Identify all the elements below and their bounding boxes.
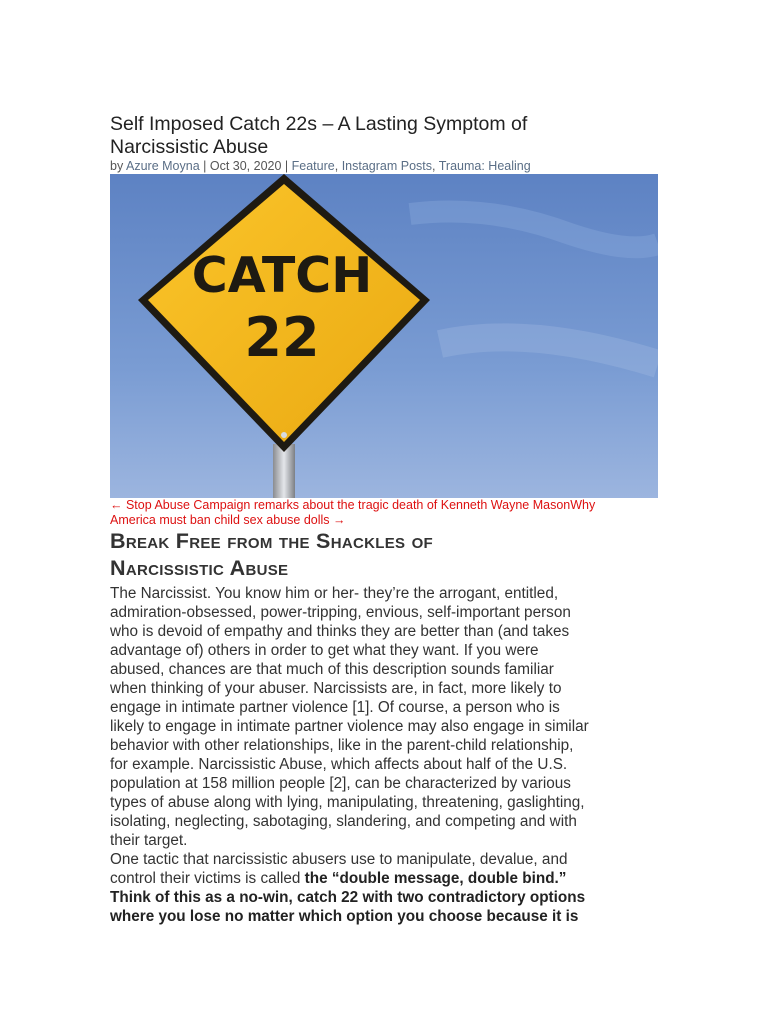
paragraph-line: One tactic that narcissistic abusers use to manipulate, devalue, and — [110, 851, 568, 868]
post-navigation — [110, 498, 658, 528]
meta-separator: | — [199, 159, 210, 173]
next-post-link[interactable]: America must ban child sex abuse dolls → — [110, 513, 346, 527]
sign-text-22: 22 — [244, 306, 320, 369]
paragraph-line: types of abuse along with lying, manipulating, threatening, gaslighting, — [110, 794, 585, 811]
category-link-instagram-posts[interactable]: Instagram Posts — [341, 159, 433, 173]
bold-phrase: the “double message, double bind.” — [304, 870, 567, 887]
section-heading — [110, 528, 660, 582]
paragraph-line: their target. — [110, 832, 188, 849]
paragraph-2 — [110, 850, 662, 926]
article-title — [110, 113, 658, 159]
sign-pole — [273, 444, 295, 498]
previous-post-link[interactable]: ← Stop Abuse Campaign remarks about the tragic death of Kenneth Wayne Mason — [110, 498, 571, 512]
paragraph-line: admiration-obsessed, power-tripping, envious, self-important person — [110, 604, 571, 621]
bold-phrase: where you lose no matter which option you choose because it is — [110, 908, 579, 925]
hero-image-catch22-sign — [110, 174, 658, 498]
article-body — [110, 584, 662, 926]
paragraph-line: likely to engage in intimate partner violence may also engage in similar — [110, 718, 589, 735]
paragraph-line — [110, 907, 662, 926]
paragraph-text: control their victims is called — [110, 870, 305, 887]
meta-comma: , — [334, 159, 342, 173]
meta-by: by — [110, 159, 126, 173]
paragraph-line: advantage of) others in order to get what they want. If you were — [110, 642, 539, 659]
paragraph-line: The Narcissist. You know him or her- they’re the arrogant, entitled, — [110, 585, 559, 602]
meta-comma: , — [432, 159, 439, 173]
paragraph-line: engage in intimate partner violence [1]. Of course, a person who is — [110, 699, 560, 716]
paragraph-line: for example. Narcissistic Abuse, which affects about half of the U.S. — [110, 756, 568, 773]
meta-separator: | — [281, 159, 292, 173]
paragraph-line — [110, 888, 662, 907]
paragraph-line: abused, chances are that much of this description sounds familiar — [110, 661, 554, 678]
bold-phrase: Think of this as a no-win, catch 22 with two contradictory options — [110, 889, 586, 906]
author-link[interactable]: Azure Moyna — [126, 159, 200, 173]
section-heading-line1: Break Free from the Shackles of — [110, 529, 434, 553]
paragraph-line: behavior with other relationships, like in the parent-child relationship, — [110, 737, 574, 754]
paragraph-line: population at 158 million people [2], can be characterized by various — [110, 775, 571, 792]
category-link-trauma-healing[interactable]: Trauma: Healing — [438, 159, 531, 173]
article-title-line1: Self Imposed Catch 22s – A Lasting Symptom of — [110, 113, 528, 135]
paragraph-1 — [110, 584, 662, 850]
post-date: Oct 30, 2020 — [209, 159, 282, 173]
category-link-feature[interactable]: Feature — [291, 159, 335, 173]
article-meta — [110, 159, 670, 174]
paragraph-line: isolating, neglecting, sabotaging, slandering, and competing and with — [110, 813, 577, 830]
article-title-line2: Narcissistic Abuse — [110, 136, 269, 158]
paragraph-line — [110, 869, 662, 888]
sign-text-catch: CATCH — [191, 247, 373, 304]
paragraph-line: who is devoid of empathy and thinks they are better than (and takes — [110, 623, 570, 640]
paragraph-line: when thinking of your abuser. Narcissists are, in fact, more likely to — [110, 680, 562, 697]
section-heading-line2: Narcissistic Abuse — [110, 556, 289, 580]
next-post-link-start[interactable]: Why — [570, 498, 596, 512]
